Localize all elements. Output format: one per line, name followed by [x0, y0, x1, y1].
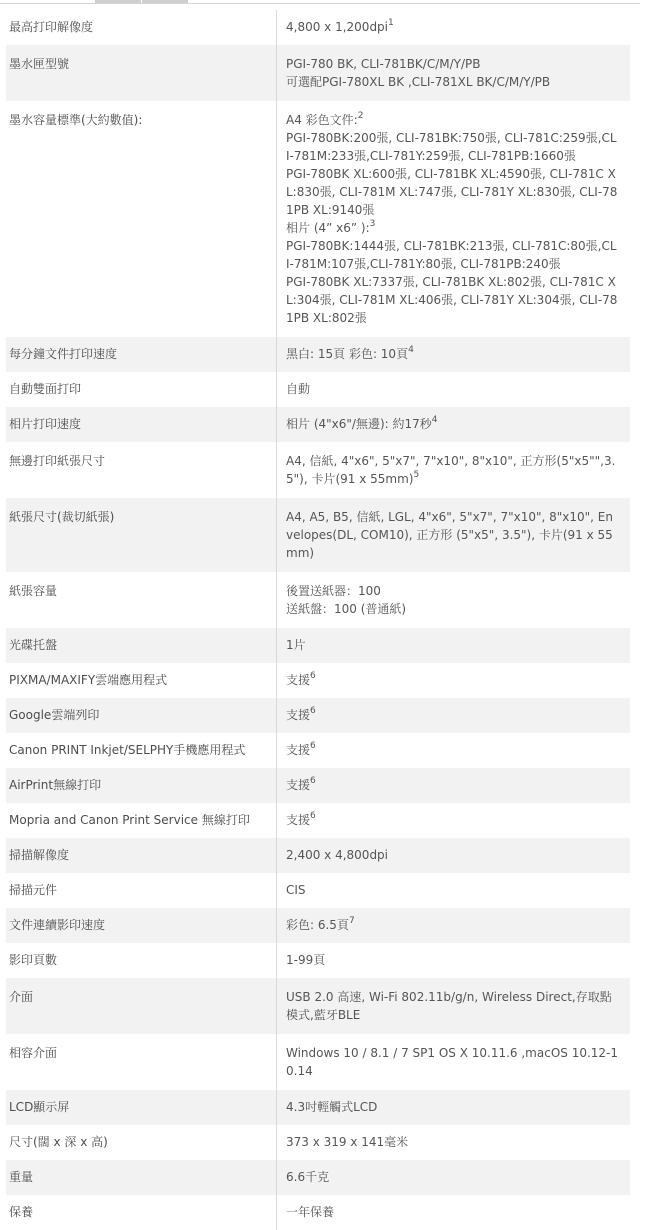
spec-label: 最高打印解像度 — [6, 10, 277, 45]
spec-value — [277, 733, 631, 768]
spec-value — [277, 101, 631, 337]
spec-label: 重量 — [6, 1160, 277, 1195]
spec-value-text: A4 彩色文件: — [286, 113, 358, 127]
spec-value — [277, 628, 631, 663]
spec-value-text: Windows 10 / 8.1 / 7 SP1 OS X 10.11.6 ,macOS 10.12-10.14 — [286, 1046, 619, 1078]
spec-value-line — [286, 636, 618, 654]
spec-row — [6, 1195, 630, 1230]
spec-value-line — [286, 165, 618, 219]
spec-value-line — [286, 73, 618, 91]
spec-value-text: 支援 — [286, 743, 311, 757]
spec-value-text: PGI-780BK XL:600張, CLI-781BK XL:4590張, CLI-781C XL:830張, CLI-781M XL:747張, CLI-781Y XL:830張, CLI-781PB XL:9140張 — [286, 167, 618, 217]
spec-value-text: 送紙盤：100 (普通紙) — [286, 602, 407, 616]
spec-value — [277, 10, 631, 45]
spec-label: LCD顯示屏 — [6, 1090, 277, 1125]
spec-value-line — [286, 273, 618, 327]
spec-value — [277, 337, 631, 372]
spec-value-line — [286, 951, 618, 969]
spec-label: 掃描解像度 — [6, 838, 277, 873]
spec-value — [277, 1125, 631, 1160]
footnote-marker: 6 — [310, 671, 316, 681]
spec-label: 紙張容量 — [6, 572, 277, 628]
top-tab-strip — [0, 0, 640, 4]
spec-value-line — [286, 508, 618, 562]
spec-value-line — [286, 1044, 618, 1080]
spec-value-line — [286, 846, 618, 864]
spec-value-text: 4,800 x 1,200dpi — [286, 20, 389, 34]
spec-value-line — [286, 881, 618, 899]
spec-label: 墨水容量標準(大約數值): — [6, 101, 277, 337]
spec-value — [277, 908, 631, 943]
footnote-marker: 3 — [369, 219, 376, 229]
spec-row — [6, 943, 630, 978]
spec-value-text: PGI-780BK:200張, CLI-781BK:750張, CLI-781C:259張,CLI-781M:233張,CLI-781Y:259張, CLI-781PB:1660張 — [286, 131, 617, 163]
spec-label: 紙張尺寸(裁切紙張) — [6, 498, 277, 572]
spec-value — [277, 572, 631, 628]
spec-label: 文件連續影印速度 — [6, 908, 277, 943]
spec-value-text: 支援 — [286, 778, 311, 792]
spec-value-text: 彩色: 6.5頁 — [286, 918, 349, 932]
spec-value-text: 一年保養 — [286, 1205, 335, 1219]
footnote-marker: 2 — [357, 111, 364, 121]
spec-row — [6, 337, 630, 372]
footnote-marker: 7 — [348, 916, 355, 926]
spec-row — [6, 628, 630, 663]
spec-row — [6, 803, 630, 838]
tab-divider — [0, 3, 640, 4]
spec-label: 光碟托盤 — [6, 628, 277, 663]
spec-label: 相片打印速度 — [6, 407, 277, 442]
spec-label: 墨水匣型號 — [6, 45, 277, 101]
spec-value-line — [286, 111, 618, 129]
spec-value-line — [286, 345, 618, 363]
spec-row — [6, 442, 630, 498]
spec-value-text: 373 x 319 x 141毫米 — [286, 1135, 409, 1149]
spec-value — [277, 838, 631, 873]
footnote-marker: 6 — [310, 776, 316, 786]
spec-value-text: 2,400 x 4,800dpi — [286, 848, 389, 862]
spec-value-line — [286, 741, 618, 759]
spec-value — [277, 442, 631, 498]
spec-value — [277, 407, 631, 442]
footnote-marker: 1 — [388, 18, 394, 28]
spec-label: 無邊打印紙張尺寸 — [6, 442, 277, 498]
spec-row — [6, 978, 630, 1034]
spec-value — [277, 498, 631, 572]
spec-label: 保養 — [6, 1195, 277, 1230]
spec-value-line — [286, 237, 618, 273]
spec-value-line — [286, 1168, 618, 1186]
spec-value — [277, 768, 631, 803]
spec-row — [6, 698, 630, 733]
footnote-marker: 4 — [408, 345, 414, 355]
spec-row — [6, 101, 630, 337]
spec-value-line — [286, 811, 618, 829]
spec-value-line — [286, 600, 618, 618]
spec-value-text: USB 2.0 高速, Wi-Fi 802.11b/g/n, Wireless Direct,存取點模式,藍牙BLE — [286, 990, 612, 1022]
spec-value-text: 黑白: 15頁 彩色: 10頁 — [286, 347, 409, 361]
spec-value-text: A4, 信紙, 4"x6", 5"x7", 7"x10", 8"x10", 正方形(5"x5"",3.5"), 卡片(91 x 55mm) — [286, 454, 616, 486]
spec-value-line — [286, 776, 618, 794]
spec-value-line — [286, 219, 618, 237]
spec-value-line — [286, 1203, 618, 1221]
footnote-marker: 4 — [431, 415, 438, 425]
spec-row — [6, 838, 630, 873]
spec-value-text: CIS — [286, 883, 306, 897]
spec-row — [6, 10, 630, 45]
spec-row — [6, 372, 630, 407]
spec-value-text: 4.3吋輕觸式LCD — [286, 1100, 378, 1114]
spec-value-line — [286, 1133, 618, 1151]
spec-value-text: A4, A5, B5, 信紙, LGL, 4"x6", 5"x7", 7"x10", 8"x10", Envelopes(DL, COM10), 正方形 (5"x5", 3.5"), 卡片(91 x 55mm) — [286, 510, 613, 560]
spec-value-text: 後置送紙器：100 — [286, 584, 381, 598]
spec-value-text: 相片 (4” x6” ): — [286, 221, 370, 235]
footnote-marker: 6 — [310, 706, 316, 716]
spec-value — [277, 1034, 631, 1090]
spec-value — [277, 1090, 631, 1125]
spec-value-line — [286, 1098, 618, 1116]
spec-value-text: 相片 (4"x6"/無邊): 約17秒 — [286, 417, 432, 431]
spec-label: AirPrint無線打印 — [6, 768, 277, 803]
spec-value-text: 自動 — [286, 382, 311, 396]
spec-value — [277, 372, 631, 407]
spec-row — [6, 908, 630, 943]
spec-value-text: 支援 — [286, 813, 311, 827]
spec-label: 掃描元件 — [6, 873, 277, 908]
spec-value-line — [286, 380, 618, 398]
spec-row — [6, 407, 630, 442]
spec-row — [6, 873, 630, 908]
spec-table-body — [6, 10, 630, 1230]
spec-row — [6, 768, 630, 803]
spec-value-text: 6.6千克 — [286, 1170, 330, 1184]
spec-value-line — [286, 129, 618, 165]
spec-row — [6, 1090, 630, 1125]
spec-value-text: PGI-780BK:1444張, CLI-781BK:213張, CLI-781C:80張,CLI-781M:107張,CLI-781Y:80張, CLI-781PB:240張 — [286, 239, 617, 271]
spec-value-line — [286, 988, 618, 1024]
spec-value — [277, 978, 631, 1034]
spec-value — [277, 803, 631, 838]
spec-value — [277, 943, 631, 978]
spec-label: Google雲端列印 — [6, 698, 277, 733]
spec-value-line — [286, 55, 618, 73]
spec-value — [277, 663, 631, 698]
footnote-marker: 5 — [413, 470, 420, 480]
spec-value-text: 1片 — [286, 638, 306, 652]
spec-value-line — [286, 18, 618, 36]
spec-label: 影印頁數 — [6, 943, 277, 978]
spec-value-text: 支援 — [286, 673, 311, 687]
spec-value-text: PGI-780BK XL:7337張, CLI-781BK XL:802張, CLI-781C XL:304張, CLI-781M XL:406張, CLI-781Y XL:304張, CLI-781PB XL:802張 — [286, 275, 618, 325]
spec-value-line — [286, 916, 618, 934]
spec-row — [6, 572, 630, 628]
spec-value-text: 支援 — [286, 708, 311, 722]
spec-row — [6, 498, 630, 572]
spec-value — [277, 873, 631, 908]
spec-row — [6, 1034, 630, 1090]
spec-value-line — [286, 671, 618, 689]
spec-label: Canon PRINT Inkjet/SELPHY手機應用程式 — [6, 733, 277, 768]
spec-table — [6, 10, 630, 1230]
spec-value — [277, 1195, 631, 1230]
spec-row — [6, 45, 630, 101]
spec-row — [6, 1160, 630, 1195]
spec-value-text: 1-99頁 — [286, 953, 326, 967]
spec-label: 自動雙面打印 — [6, 372, 277, 407]
spec-value-line — [286, 706, 618, 724]
spec-value-line — [286, 452, 618, 488]
footnote-marker: 6 — [310, 741, 316, 751]
spec-value — [277, 1160, 631, 1195]
spec-label: Mopria and Canon Print Service 無線打印 — [6, 803, 277, 838]
spec-value — [277, 45, 631, 101]
spec-value-text: 可選配PGI-780XL BK ,CLI-781XL BK/C/M/Y/PB — [286, 75, 551, 89]
spec-label: 每分鐘文件打印速度 — [6, 337, 277, 372]
spec-value-line — [286, 582, 618, 600]
footnote-marker: 6 — [310, 811, 316, 821]
spec-value-text: PGI-780 BK, CLI-781BK/C/M/Y/PB — [286, 57, 481, 71]
spec-row — [6, 733, 630, 768]
spec-value — [277, 698, 631, 733]
spec-value-line — [286, 415, 618, 433]
spec-label: 介面 — [6, 978, 277, 1034]
spec-row — [6, 663, 630, 698]
spec-label: 相容介面 — [6, 1034, 277, 1090]
spec-row — [6, 1125, 630, 1160]
spec-label: 尺寸(闊 x 深 x 高) — [6, 1125, 277, 1160]
spec-label: PIXMA/MAXIFY雲端應用程式 — [6, 663, 277, 698]
